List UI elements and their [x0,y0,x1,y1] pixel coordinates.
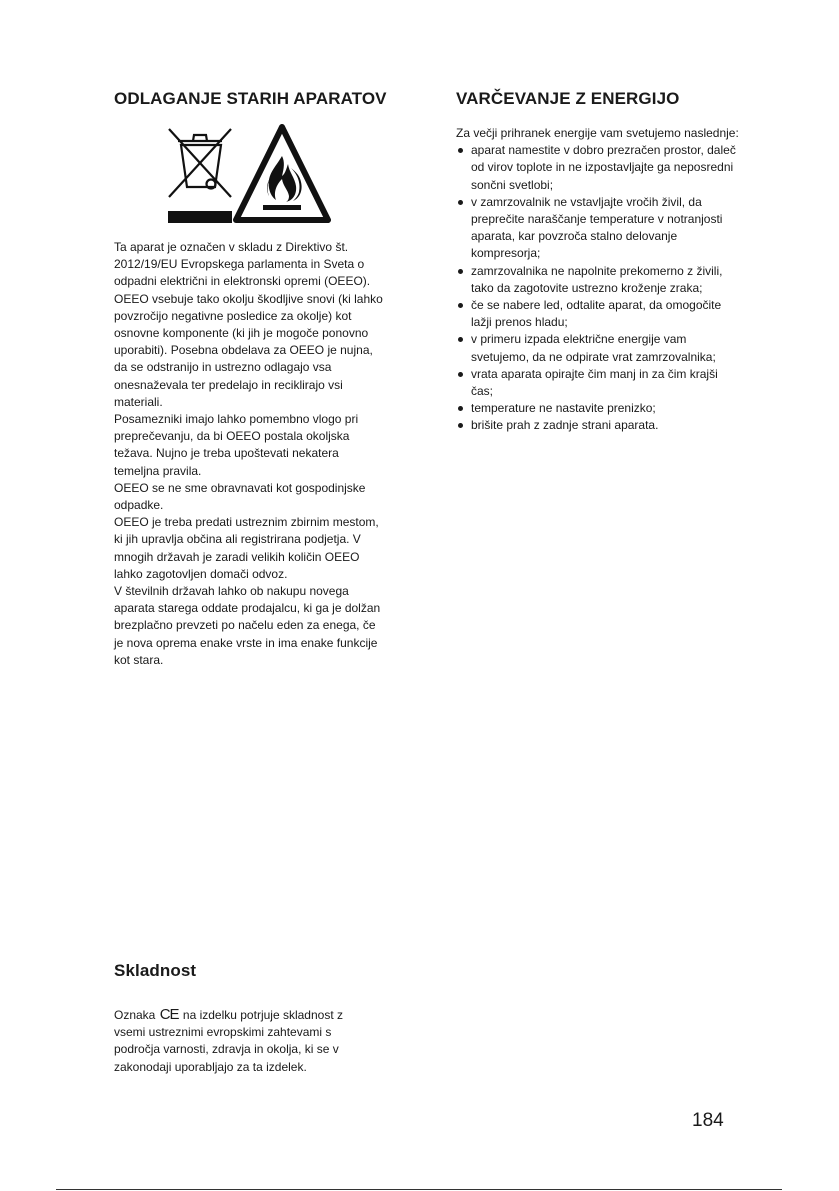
energy-saving-intro: Za večji prihranek energije vam svetujemo naslednje: [456,126,739,140]
disposal-symbols [164,123,334,225]
disposal-paragraph: Ta aparat je označen v skladu z Direktivo št. 2012/19/EU Evropskega parlamenta in Sveta o odpadni električni in elektronski opremi (OEEO). [114,240,371,289]
disposal-paragraph: OEEO je treba predati ustreznim zbirnim mestom, ki jih upravlja občina ali registrirana podjetja. V mnogih državah je zaradi velikih količin OEEO lahko zagotovljen domači odvoz. [114,515,379,581]
energy-saving-heading: VARČEVANJE Z ENERGIJO [456,89,680,108]
flammable-warning-icon [233,124,331,224]
disposal-paragraph: OEEO se ne sme obravnavati kot gospodinjske odpadke. [114,480,366,513]
list-item: brišite prah z zadnje strani aparata. [456,417,741,434]
page-number: 184 [692,1110,724,1131]
compliance-text-after: na izdelku potrjuje skladnost z vsemi ustreznimi evropskimi zahtevami s področja varnosti, zdravja in okolja, ki se v zakonodaji uporabljajo za ta izdelek. [114,1008,343,1074]
compliance-text-before: Oznaka [114,1008,156,1022]
disposal-paragraph: Posamezniki imajo lahko pomembno vlogo pri preprečevanju, da bi OEEO postala okoljska težava. Nujno je treba upoštevati nekatera temeljna pravila. [114,412,359,478]
list-item: v primeru izpada električne energije vam svetujemo, da ne odpirate vrat zamrzovalnika; [456,331,741,365]
list-item: aparat namestite v dobro prezračen prostor, daleč od virov toplote in ne izpostavljajte ga neposredni sončni svetlobi; [456,142,741,194]
footer-divider [56,1189,782,1190]
compliance-paragraph [114,1007,376,1076]
energy-saving-text [456,125,741,435]
disposal-heading: ODLAGANJE STARIH APARATOV [114,89,387,108]
list-item: v zamrzovalnik ne vstavljajte vročih živil, da preprečite naraščanje temperature v notranjosti aparata, kar povzroča stalno delovanje kompresorja; [456,194,741,263]
compliance-text [114,1007,376,1076]
list-item: zamrzovalnika ne napolnite prekomerno z živili, tako da zagotovite ustrezno kroženje zraka; [456,263,741,297]
compliance-heading: Skladnost [114,961,197,980]
disposal-paragraph: V številnih državah lahko ob nakupu novega aparata starega oddate prodajalcu, ki ga je dolžan brezplačno prevzeti po načelu eden za enega, če je nova oprema enake vrste in ima enake funkcije kot stara. [114,584,381,667]
disposal-text [114,239,384,669]
disposal-paragraph: OEEO vsebuje tako okolju škodljive snovi (ki lahko povzročijo negativne posledice za okolje) kot osnovne komponente (ki jih je mogoče ponovno uporabiti). Posebna obdelava za OEEO je nujna, da se odstranijo in ustrezno odlagajo vsa onesnaževala ter predelajo in reciklirajo vsi materiali. [114,291,383,409]
list-item: temperature ne nastavite prenizko; [456,400,741,417]
list-item: če se nabere led, odtalite aparat, da omogočite lažji prenos hladu; [456,297,741,331]
ce-mark-icon: CE [159,1006,179,1023]
crossed-out-bin-icon [164,123,236,225]
list-item: vrata aparata opirajte čim manj in za čim krajši čas; [456,366,741,400]
energy-saving-list [456,142,741,434]
